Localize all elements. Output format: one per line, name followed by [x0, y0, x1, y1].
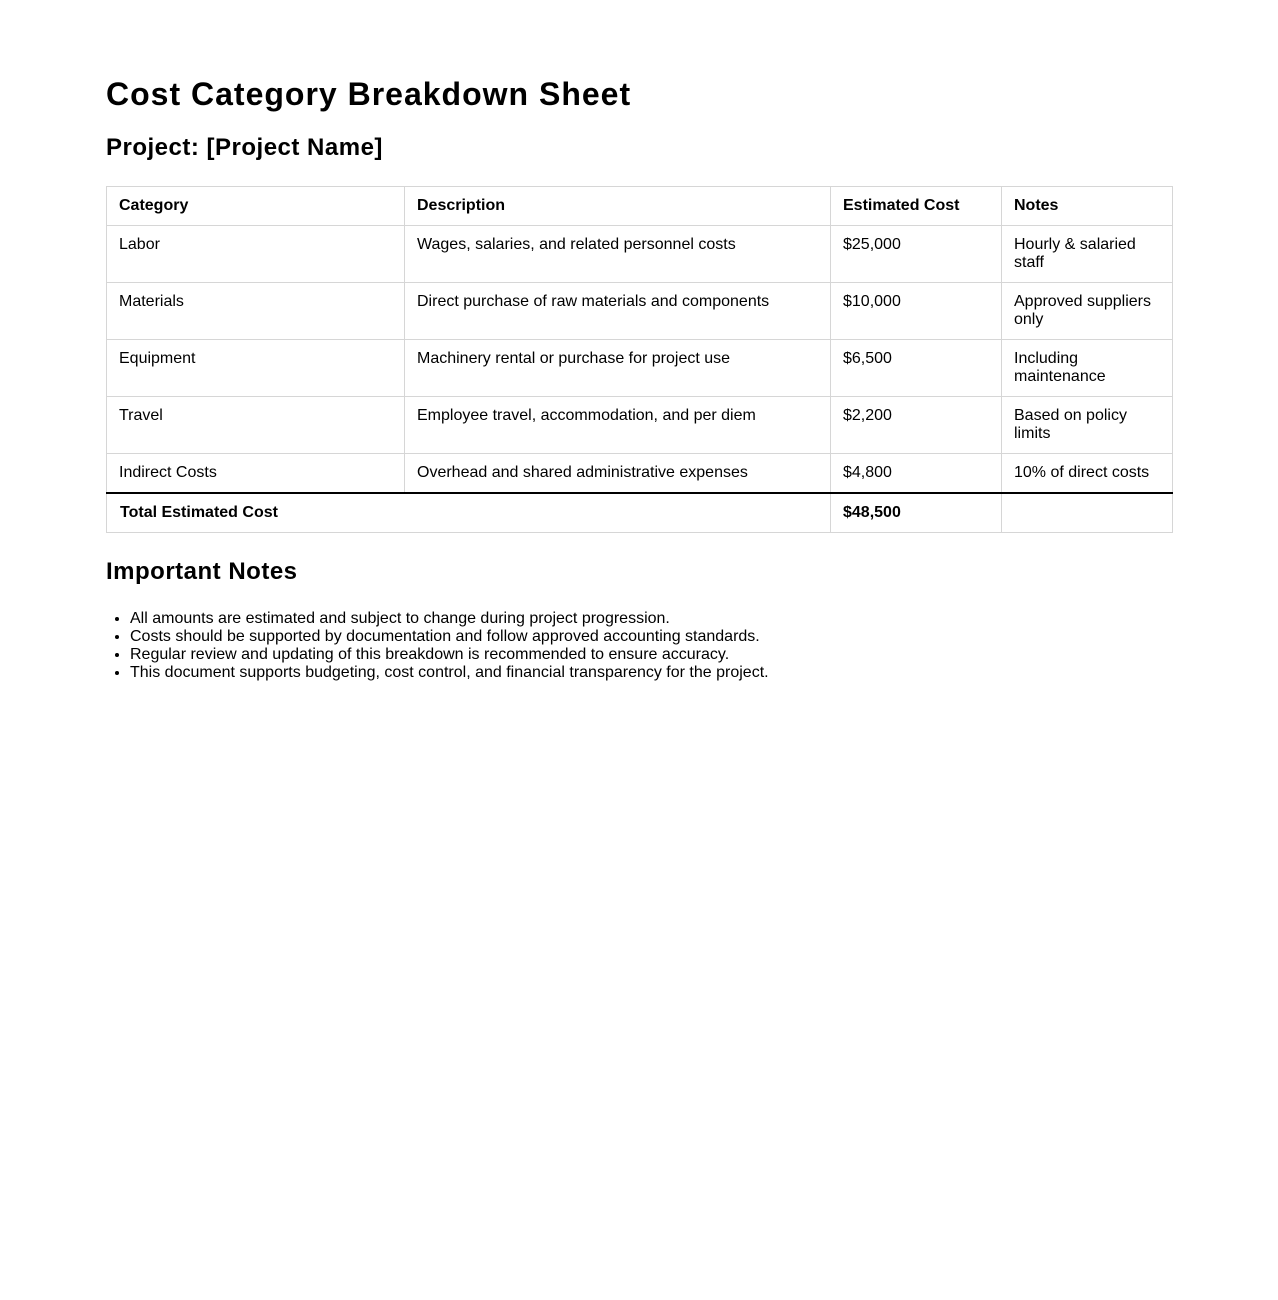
- total-label: Total Estimated Cost: [107, 493, 831, 533]
- column-header-description: Description: [405, 187, 831, 226]
- notes-cell: Including maintenance: [1002, 340, 1173, 397]
- estimated-cost-cell: $6,500: [831, 340, 1002, 397]
- important-notes-heading: Important Notes: [106, 558, 298, 585]
- estimated-cost-cell: $4,800: [831, 454, 1002, 494]
- important-notes-list: [106, 610, 1172, 682]
- column-header-notes: Notes: [1002, 187, 1173, 226]
- description-cell: Wages, salaries, and related personnel costs: [405, 226, 831, 283]
- category-cell: Labor: [107, 226, 405, 283]
- list-item: • Regular review and updating of this breakdown is recommended to ensure accuracy.: [130, 646, 1172, 664]
- table-row: [107, 340, 1173, 397]
- description-cell: Machinery rental or purchase for project use: [405, 340, 831, 397]
- list-item: • Costs should be supported by documentation and follow approved accounting standards.: [130, 628, 1172, 646]
- category-cell: Indirect Costs: [107, 454, 405, 494]
- total-notes-cell: [1002, 493, 1173, 533]
- category-cell: Materials: [107, 283, 405, 340]
- column-header-category: Category: [107, 187, 405, 226]
- notes-cell: Approved suppliers only: [1002, 283, 1173, 340]
- list-item: • All amounts are estimated and subject to change during project progression.: [130, 610, 1172, 628]
- estimated-cost-cell: $2,200: [831, 397, 1002, 454]
- table-row: [107, 397, 1173, 454]
- list-item: • This document supports budgeting, cost control, and financial transparency for the project.: [130, 664, 1172, 682]
- document-page: [106, 0, 1172, 682]
- total-value: $48,500: [831, 493, 1002, 533]
- column-header-estimated-cost: Estimated Cost: [831, 187, 1002, 226]
- table-row: [107, 226, 1173, 283]
- description-cell: Overhead and shared administrative expenses: [405, 454, 831, 494]
- estimated-cost-cell: $10,000: [831, 283, 1002, 340]
- total-row: [107, 493, 1173, 533]
- table-header-row: [107, 187, 1173, 226]
- cost-breakdown-table: [106, 186, 1173, 533]
- notes-cell: Based on policy limits: [1002, 397, 1173, 454]
- table-row: [107, 454, 1173, 494]
- category-cell: Travel: [107, 397, 405, 454]
- estimated-cost-cell: $25,000: [831, 226, 1002, 283]
- project-subtitle: Project: [Project Name]: [106, 134, 383, 161]
- notes-cell: Hourly & salaried staff: [1002, 226, 1173, 283]
- page-title: Cost Category Breakdown Sheet: [106, 76, 632, 112]
- description-cell: Direct purchase of raw materials and components: [405, 283, 831, 340]
- description-cell: Employee travel, accommodation, and per diem: [405, 397, 831, 454]
- category-cell: Equipment: [107, 340, 405, 397]
- table-row: [107, 283, 1173, 340]
- notes-cell: 10% of direct costs: [1002, 454, 1173, 494]
